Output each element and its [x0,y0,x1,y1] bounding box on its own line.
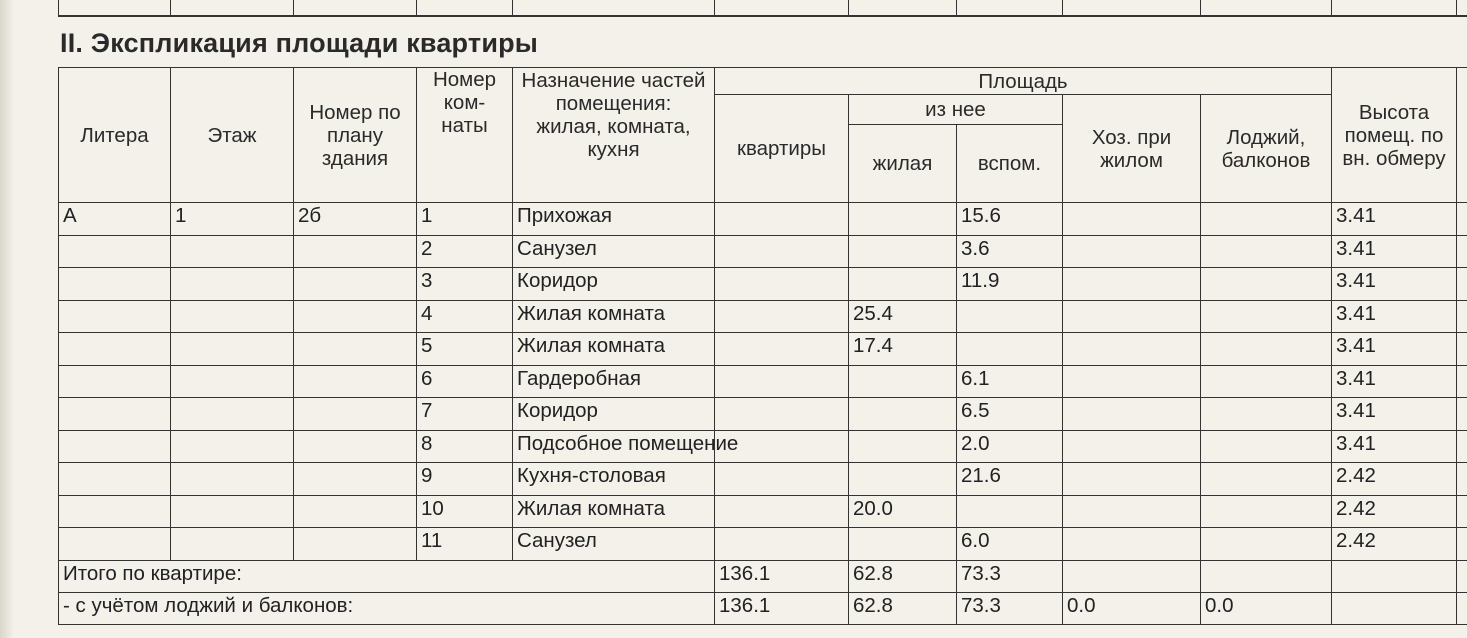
cell-room: 7 [417,398,513,431]
cell-floor [171,463,294,496]
cell-household [1063,300,1201,333]
cell-room: 10 [417,495,513,528]
header-extra [1457,68,1467,203]
header-living: жилая [849,125,957,203]
table-header [59,68,1467,203]
cell-living [849,398,957,431]
cell-extra [1457,528,1467,561]
cell-height: 3.41 [1332,365,1457,398]
header-plan-number: Номер по плану здания [294,68,417,203]
cell-height: 3.41 [1332,203,1457,236]
total-apartment: 136.1 [715,592,849,624]
cell-room: 4 [417,300,513,333]
cell-height: 3.41 [1332,235,1457,268]
cell-living [849,365,957,398]
cell-purpose: Санузел [513,528,715,561]
cell-plan [294,235,417,268]
header-height: Высота помещ. по вн. обмеру [1332,68,1457,203]
cell-purpose: Жилая комната [513,333,715,366]
header-auxiliary: вспом. [957,125,1063,203]
table-row [59,300,1467,333]
cell-floor [171,333,294,366]
cell-floor [171,300,294,333]
cell-extra [1457,430,1467,463]
cell-plan [294,300,417,333]
cell-purpose: Кухня-столовая [513,463,715,496]
header-household: Хоз. при жилом [1063,95,1201,203]
cell-height: 2.42 [1332,495,1457,528]
cell-living [849,268,957,301]
cell-household [1063,333,1201,366]
table-row [59,528,1467,561]
total-living: 62.8 [849,560,957,592]
total-living: 62.8 [849,592,957,624]
cell-living [849,528,957,561]
cell-aux [957,300,1063,333]
cell-purpose: Подсобное помещение [513,430,715,463]
cell-floor [171,528,294,561]
cell-extra [1457,235,1467,268]
cell-loggia [1201,268,1332,301]
cell-floor [171,268,294,301]
table-row [59,398,1467,431]
cell-aux [957,333,1063,366]
cell-floor [171,430,294,463]
cell-household [1063,268,1201,301]
cell-apartment [715,300,849,333]
cell-height: 3.41 [1332,333,1457,366]
total-aux: 73.3 [957,592,1063,624]
cell-purpose: Прихожая [513,203,715,236]
header-area: Площадь [715,68,1332,95]
cell-purpose: Гардеробная [513,365,715,398]
cell-floor [171,365,294,398]
cell-height: 3.41 [1332,300,1457,333]
cell-extra [1457,365,1467,398]
cell-household [1063,495,1201,528]
table-row [59,365,1467,398]
cell-litera [59,235,171,268]
cell-litera [59,333,171,366]
cell-aux: 6.1 [957,365,1063,398]
cell-living [849,463,957,496]
total-loggia: 0.0 [1201,592,1332,624]
cell-plan: 2б [294,203,417,236]
cell-litera [59,495,171,528]
cell-room: 11 [417,528,513,561]
table-row [59,463,1467,496]
cell-litera [59,365,171,398]
total-extra [1457,592,1467,624]
cell-household [1063,528,1201,561]
cell-purpose: Санузел [513,235,715,268]
header-room-number: Номер ком- наты [417,68,513,203]
section-title: II. Экспликация площади квартиры [60,28,539,58]
cell-floor [171,235,294,268]
total-row-with-loggias [59,592,1467,624]
cell-household [1063,203,1201,236]
cell-aux: 21.6 [957,463,1063,496]
header-apartment: квартиры [715,95,849,203]
cell-apartment [715,235,849,268]
cell-plan [294,333,417,366]
cell-apartment [715,463,849,496]
cell-apartment [715,528,849,561]
cell-household [1063,398,1201,431]
cell-extra [1457,300,1467,333]
cell-plan [294,398,417,431]
cell-aux: 2.0 [957,430,1063,463]
cell-living: 17.4 [849,333,957,366]
cell-living [849,430,957,463]
header-floor: Этаж [171,68,294,203]
cell-loggia [1201,528,1332,561]
cell-room: 3 [417,268,513,301]
cell-plan [294,430,417,463]
cell-living [849,203,957,236]
cell-loggia [1201,365,1332,398]
cell-aux: 6.0 [957,528,1063,561]
cell-purpose: Коридор [513,398,715,431]
total-loggia [1201,560,1332,592]
cell-room: 8 [417,430,513,463]
cell-height: 3.41 [1332,268,1457,301]
cell-apartment [715,268,849,301]
cell-extra [1457,495,1467,528]
table-row [59,333,1467,366]
cell-aux: 3.6 [957,235,1063,268]
cell-litera [59,528,171,561]
cell-loggia [1201,495,1332,528]
cell-household [1063,365,1201,398]
header-litera: Литера [59,68,171,203]
cell-loggia [1201,430,1332,463]
table-row [59,235,1467,268]
total-aux: 73.3 [957,560,1063,592]
cell-floor: 1 [171,203,294,236]
cell-loggia [1201,463,1332,496]
cell-litera [59,398,171,431]
cell-apartment [715,398,849,431]
cell-apartment [715,495,849,528]
total-household [1063,560,1201,592]
total-label: Итого по квартире: [59,560,715,592]
cell-apartment [715,203,849,236]
header-of-which: из нее [849,95,1063,125]
cell-room: 9 [417,463,513,496]
cell-plan [294,463,417,496]
cell-room: 5 [417,333,513,366]
cell-litera [59,300,171,333]
table-row [59,495,1467,528]
cell-extra [1457,398,1467,431]
cell-living: 25.4 [849,300,957,333]
cell-plan [294,365,417,398]
cell-height: 2.42 [1332,463,1457,496]
cell-plan [294,495,417,528]
cell-litera [59,430,171,463]
cell-aux: 15.6 [957,203,1063,236]
cell-room: 1 [417,203,513,236]
cell-purpose: Коридор [513,268,715,301]
cell-extra [1457,333,1467,366]
cell-height: 2.42 [1332,528,1457,561]
cell-floor [171,495,294,528]
total-apartment: 136.1 [715,560,849,592]
cell-plan [294,268,417,301]
header-purpose [513,68,715,203]
cell-litera [59,463,171,496]
total-household: 0.0 [1063,592,1201,624]
header-loggia: Лоджий, балконов [1201,95,1332,203]
cell-extra [1457,463,1467,496]
total-height [1332,560,1457,592]
cell-loggia [1201,235,1332,268]
total-extra [1457,560,1467,592]
cell-aux [957,495,1063,528]
cell-household [1063,430,1201,463]
cell-living: 20.0 [849,495,957,528]
cell-household [1063,235,1201,268]
total-row-apartment [59,560,1467,592]
cell-litera [59,268,171,301]
previous-table-fragment [58,0,1467,17]
cell-purpose: Жилая комната [513,495,715,528]
cell-household [1063,463,1201,496]
header-purpose-text: Назначение частей помещения: жилая, комната, кухня [521,69,706,161]
table-row [59,203,1467,236]
cell-aux: 6.5 [957,398,1063,431]
page-edge [0,0,14,638]
table-row [59,430,1467,463]
cell-loggia [1201,398,1332,431]
cell-loggia [1201,333,1332,366]
cell-litera: А [59,203,171,236]
total-label: - с учётом лоджий и балконов: [59,592,715,624]
cell-room: 6 [417,365,513,398]
cell-extra [1457,203,1467,236]
cell-purpose: Жилая комната [513,300,715,333]
cell-apartment [715,333,849,366]
cell-plan [294,528,417,561]
table-row [59,268,1467,301]
cell-height: 3.41 [1332,430,1457,463]
explication-table [58,67,1467,625]
cell-height: 3.41 [1332,398,1457,431]
cell-living [849,235,957,268]
cell-floor [171,398,294,431]
cell-loggia [1201,203,1332,236]
cell-apartment [715,365,849,398]
cell-extra [1457,268,1467,301]
cell-aux: 11.9 [957,268,1063,301]
total-height [1332,592,1457,624]
cell-loggia [1201,300,1332,333]
cell-room: 2 [417,235,513,268]
